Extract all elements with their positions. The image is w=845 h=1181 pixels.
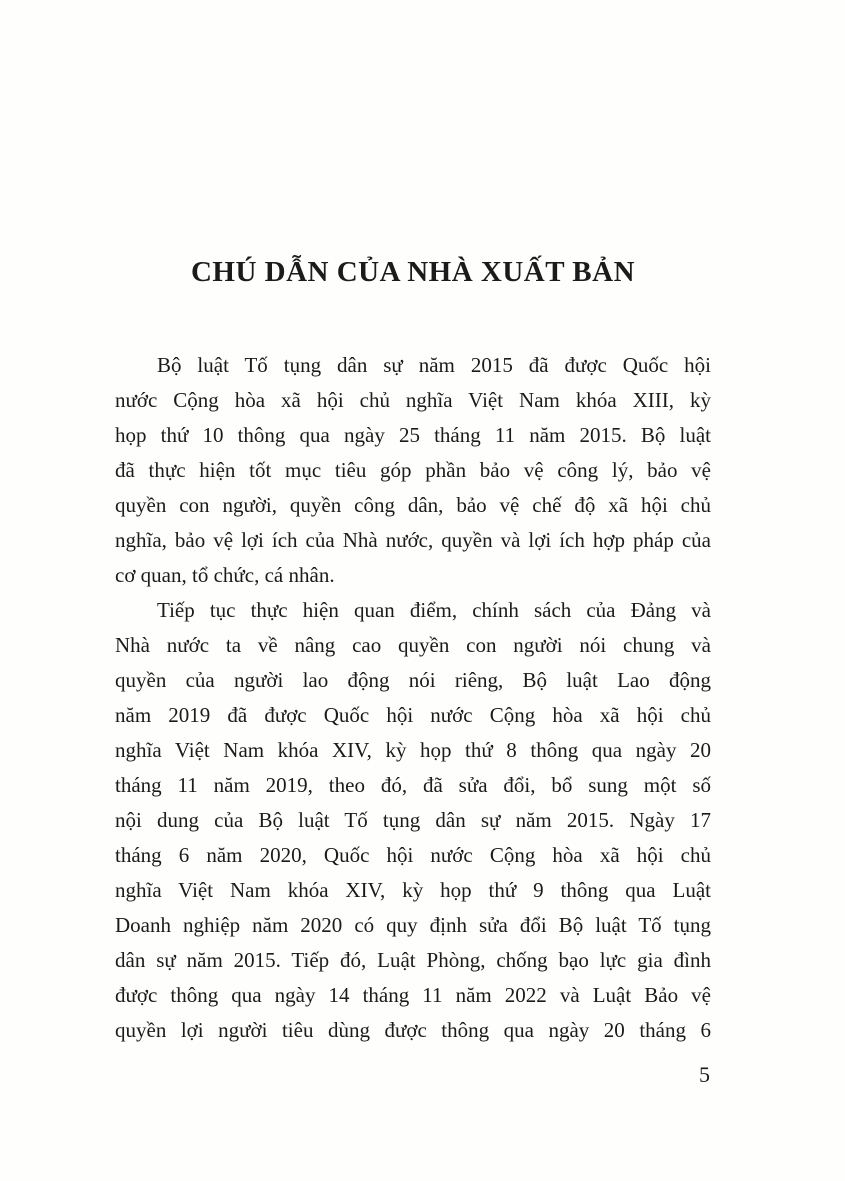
paragraph-line: nước Cộng hòa xã hội chủ nghĩa Việt Nam khóa XIII, kỳ: [115, 388, 711, 412]
paragraph-line: năm 2019 đã được Quốc hội nước Cộng hòa xã hội chủ: [115, 703, 711, 727]
paragraph-line: quyền lợi người tiêu dùng được thông qua ngày 20 tháng 6: [115, 1018, 711, 1042]
page-title: CHÚ DẪN CỦA NHÀ XUẤT BẢN: [190, 256, 636, 288]
paragraph-line: nghĩa Việt Nam khóa XIV, kỳ họp thứ 9 thông qua Luật: [115, 878, 711, 902]
paragraph-line: tháng 11 năm 2019, theo đó, đã sửa đổi, bổ sung một số: [115, 773, 711, 797]
paragraph-line: được thông qua ngày 14 tháng 11 năm 2022 và Luật Bảo vệ: [115, 983, 711, 1007]
page-number: 5: [699, 1062, 710, 1087]
paragraph-line: nghĩa Việt Nam khóa XIV, kỳ họp thứ 8 thông qua ngày 20: [115, 738, 711, 762]
paragraph-line: dân sự năm 2015. Tiếp đó, Luật Phòng, chống bạo lực gia đình: [115, 948, 711, 972]
paragraph-line: nội dung của Bộ luật Tố tụng dân sự năm 2015. Ngày 17: [115, 808, 711, 832]
paragraph-line: đã thực hiện tốt mục tiêu góp phần bảo vệ công lý, bảo vệ: [115, 458, 711, 482]
text-block: [115, 0, 711, 1048]
body-text: [115, 348, 711, 1048]
paragraph: [115, 593, 711, 1048]
paragraph-line: Tiếp tục thực hiện quan điểm, chính sách của Đảng và: [157, 598, 711, 622]
paragraph-line: Nhà nước ta về nâng cao quyền con người nói chung và: [115, 633, 711, 657]
paragraph-line: cơ quan, tổ chức, cá nhân.: [115, 563, 335, 587]
paragraph-line: Bộ luật Tố tụng dân sự năm 2015 đã được Quốc hội: [157, 353, 711, 377]
paragraph: [115, 348, 711, 593]
paragraph-line: tháng 6 năm 2020, Quốc hội nước Cộng hòa xã hội chủ: [115, 843, 711, 867]
paragraph-line: quyền của người lao động nói riêng, Bộ luật Lao động: [115, 668, 711, 692]
paragraph-line: quyền con người, quyền công dân, bảo vệ chế độ xã hội chủ: [115, 493, 711, 517]
paragraph-line: họp thứ 10 thông qua ngày 25 tháng 11 năm 2015. Bộ luật: [115, 423, 711, 447]
paragraph-line: nghĩa, bảo vệ lợi ích của Nhà nước, quyền và lợi ích hợp pháp của: [115, 528, 711, 552]
paragraph-line: Doanh nghiệp năm 2020 có quy định sửa đổi Bộ luật Tố tụng: [115, 913, 711, 937]
